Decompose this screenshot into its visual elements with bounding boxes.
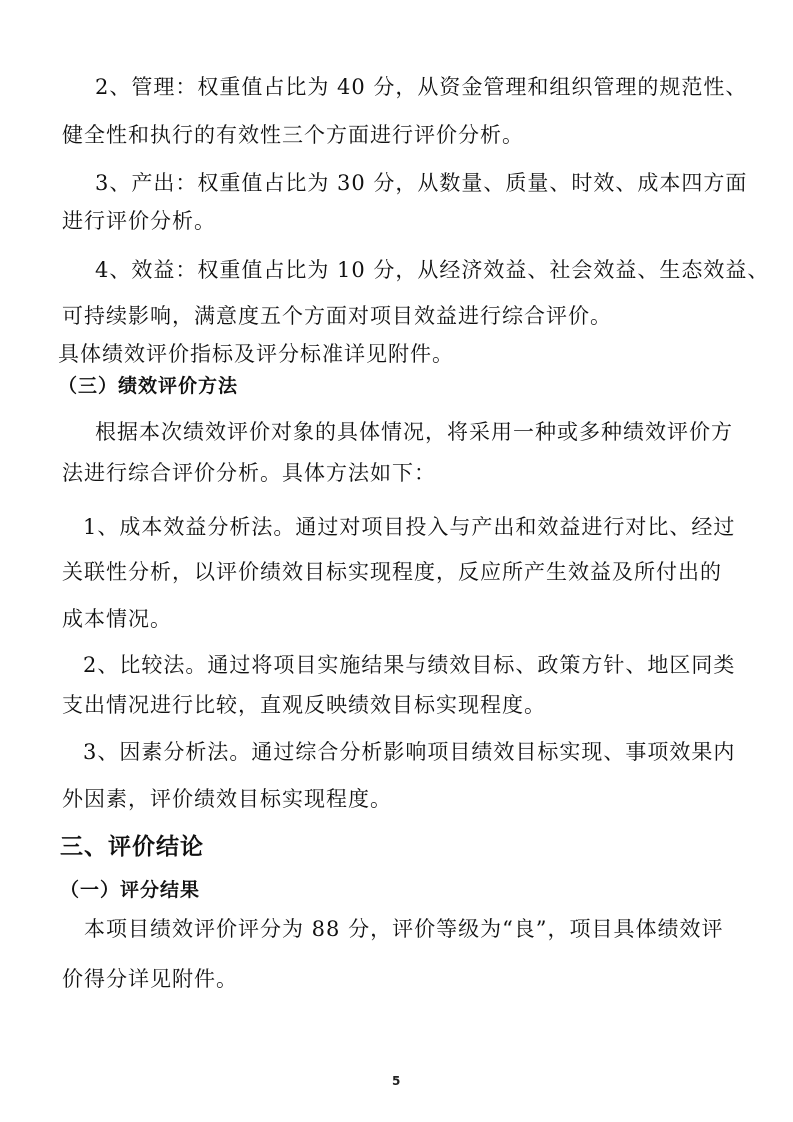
chapter-3-heading: 三、评价结论 (60, 834, 204, 860)
method-1-line-1: 1、成本效益分析法。通过对项目投入与产出和效益进行对比、经过 (83, 515, 736, 539)
page-number: 5 (392, 1074, 401, 1088)
paragraph-management-line-2: 健全性和执行的有效性三个方面进行评价分析。 (62, 123, 524, 147)
method-intro-line-1: 根据本次绩效评价对象的具体情况，将采用一种或多种绩效评价方 (95, 420, 733, 444)
paragraph-output-line-2: 进行评价分析。 (62, 209, 216, 233)
paragraph-benefit-line-1: 4、效益：权重值占比为 10 分，从经济效益、社会效益、生态效益、 (95, 258, 770, 282)
method-3-line-2: 外因素，评价绩效目标实现程度。 (62, 787, 392, 811)
appendix-note: 具体绩效评价指标及评分标准详见附件。 (58, 342, 454, 366)
result-heading: （一）评分结果 (60, 879, 201, 901)
method-1-line-2: 关联性分析，以评价绩效目标实现程度，反应所产生效益及所付出的 (62, 560, 722, 584)
method-2-line-1: 2、比较法。通过将项目实施结果与绩效目标、政策方针、地区同类 (83, 653, 736, 677)
result-line-2: 价得分详见附件。 (62, 967, 238, 991)
paragraph-benefit-line-2: 可持续影响，满意度五个方面对项目效益进行综合评价。 (62, 304, 612, 328)
paragraph-output-line-1: 3、产出：权重值占比为 30 分，从数量、质量、时效、成本四方面 (95, 171, 748, 195)
method-3-line-1: 3、因素分析法。通过综合分析影响项目绩效目标实现、事项效果内 (83, 740, 736, 764)
paragraph-management-line-1: 2、管理：权重值占比为 40 分，从资金管理和组织管理的规范性、 (95, 75, 748, 99)
result-line-1: 本项目绩效评价评分为 88 分，评价等级为“良”，项目具体绩效评 (84, 917, 724, 941)
section-3-heading: （三）绩效评价方法 (58, 375, 239, 397)
method-1-line-3: 成本情况。 (62, 607, 172, 631)
method-2-line-2: 支出情况进行比较，直观反映绩效目标实现程度。 (62, 693, 546, 717)
method-intro-line-2: 法进行综合评价分析。具体方法如下： (62, 461, 436, 485)
